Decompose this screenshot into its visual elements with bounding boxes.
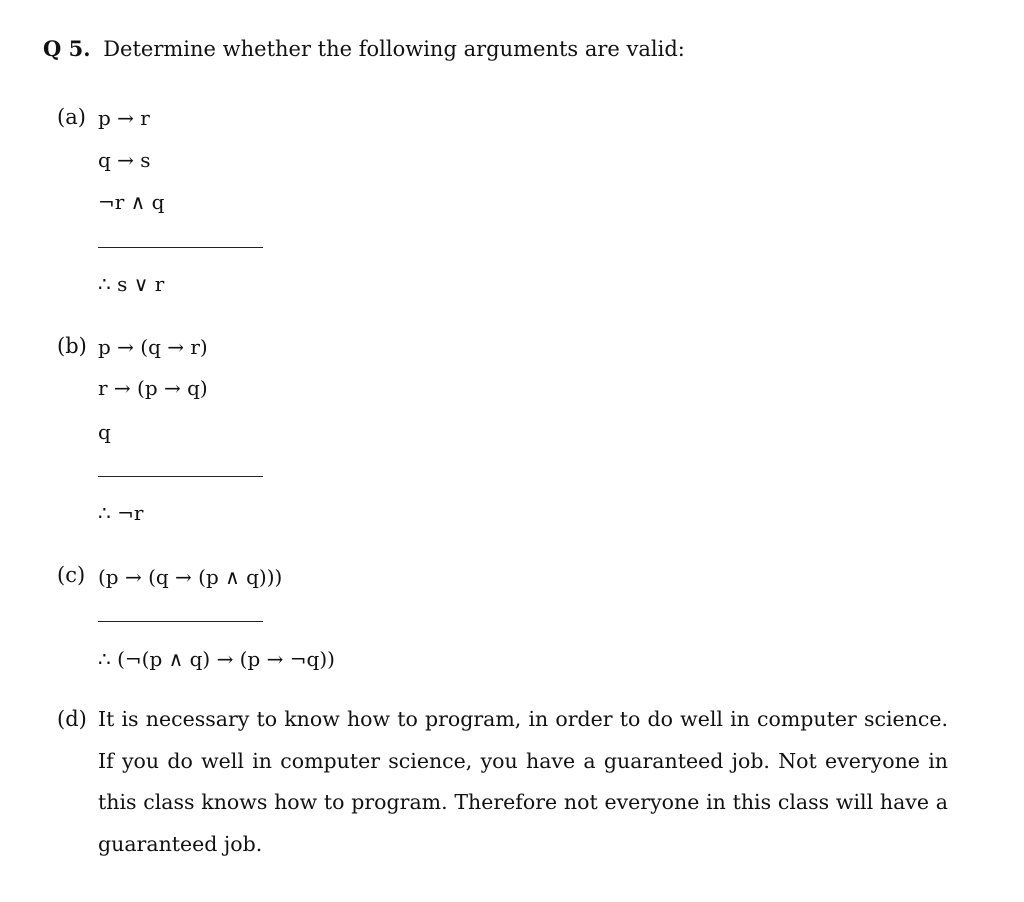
part-a-conclusion: ∴ s ∨ r bbox=[98, 272, 165, 296]
part-b-premise-2: r → (p → q) bbox=[98, 376, 208, 400]
part-a-premise-1: p → r bbox=[98, 106, 150, 130]
part-a-premise-2: q → s bbox=[98, 148, 151, 172]
part-c-premise-1: (p → (q → (p ∧ q))) bbox=[98, 565, 283, 589]
part-b-premise-1: p → (q → r) bbox=[98, 335, 208, 359]
part-a-premise-3: ¬r ∧ q bbox=[98, 190, 165, 214]
part-b-divider bbox=[98, 476, 263, 477]
part-b-premise-3: q bbox=[98, 420, 111, 444]
question-label: Q 5. bbox=[43, 36, 91, 61]
part-d-paragraph: It is necessary to know how to program, in order to do well in computer science. If you do well in computer science, you have a guaranteed job. Not everyone in this class knows how to program. Therefore not everyone in this class will have a guaranteed job. bbox=[98, 707, 948, 856]
part-b-label: (b) bbox=[57, 334, 87, 358]
part-a-label: (a) bbox=[57, 105, 86, 129]
part-c-divider bbox=[98, 621, 263, 622]
question-prompt: Determine whether the following arguments are valid: bbox=[103, 37, 685, 61]
part-b-conclusion: ∴ ¬r bbox=[98, 501, 144, 525]
part-c-label: (c) bbox=[57, 563, 86, 587]
part-a-divider bbox=[98, 247, 263, 248]
part-d-label: (d) bbox=[57, 707, 87, 731]
part-c-conclusion: ∴ (¬(p ∧ q) → (p → ¬q)) bbox=[98, 647, 335, 671]
question-header bbox=[43, 34, 685, 64]
